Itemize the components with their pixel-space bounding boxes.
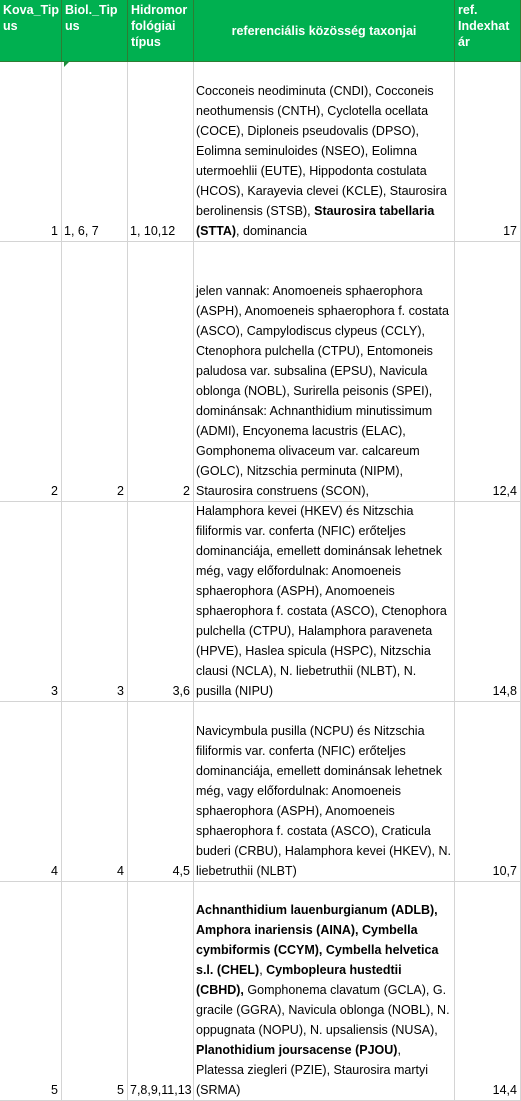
cell-hidro[interactable]: 7,8,9,11,13 [128,882,194,1101]
cell-biol[interactable]: 3 [62,502,128,702]
cell-hidro[interactable]: 3,6 [128,502,194,702]
cell-hidro[interactable]: 2 [128,242,194,502]
table-row [0,242,521,502]
cell-index[interactable]: 10,7 [455,702,521,882]
cell-biol[interactable]: 5 [62,882,128,1101]
taxa-segment: , dominancia [236,224,307,238]
cell-taxa[interactable] [194,242,455,502]
taxa-bold-segment: Staurosira tabellaria (STTA) [196,204,435,238]
taxa-text [194,721,454,881]
taxa-segment: Navicymbula pusilla (NCPU) és Nitzschia filiformis var. conferta (NFIC) erőteljes dominanciája, emellett dominánsak lehetnek még, vagy előfordulnak: Anomoeneis sphaerophora (ASPH), Anomoeneis sphaerophora f. costata (ASCO), Craticula buderi (CRBU), Halamphora kevei (HKEV), N. liebetruthii (NLBT) [196,724,451,878]
cell-biol[interactable]: 1, 6, 7 [62,62,128,242]
table-row [0,502,521,702]
taxa-text [194,281,454,501]
cell-taxa[interactable] [194,882,455,1101]
header-taxa[interactable]: referenciális közösség taxonjai [194,0,455,62]
taxa-bold-segment: Planothidium joursacense (PJOU) [196,1043,398,1057]
table-row [0,702,521,882]
taxa-segment: Gomphonema clavatum (GCLA), G. gracile (GGRA), Navicula oblonga (NOBL), N. oppugnata (NOPU), N. upsaliensis (NUSA), [196,983,450,1037]
cell-biol[interactable]: 2 [62,242,128,502]
cell-biol[interactable]: 4 [62,702,128,882]
cell-index[interactable]: 17 [455,62,521,242]
taxa-bold-segment: Cymbopleura hustedtii (CBHD), [196,963,402,997]
taxa-segment: jelen vannak: Anomoeneis sphaerophora (ASPH), Anomoeneis sphaerophora f. costata (ASCO), Campylodiscus clypeus (CCLY), Ctenophora pulchella (CTPU), Entomoneis paludosa var. subsalina (EPSU), Navicula oblonga (NOBL), Surirella peisonis (SPEI), dominánsak: Achnanthidium minutissimum (ADMI), Encyonema lacustris (ELAC), Gomphonema olivaceum var. calcareum (GOLC), Nitzschia perminuta (NIPM), Staurosira construens (SCON), [196,284,449,498]
cell-index[interactable]: 14,8 [455,502,521,702]
taxa-segment: Cocconeis neodiminuta (CNDI), Cocconeis neothumensis (CNTH), Cyclotella ocellata (COCE), Diploneis pseudovalis (DPSO), Eolimna seminuloides (NSEO), Eolimna utermoehlii (EUTE), Hippodonta costulata (HCOS), Karayevia clevei (KCLE), Staurosira berolinensis (STSB), [196,84,447,218]
cell-index[interactable]: 14,4 [455,882,521,1101]
header-biol-tipus[interactable]: Biol._Tip us [62,0,128,62]
taxa-text [194,81,454,241]
cell-kova[interactable]: 1 [0,62,62,242]
table-row [0,62,521,242]
header-hidromorfologiai-tipus[interactable]: Hidromor fológiai típus [128,0,194,62]
table-row [0,882,521,1101]
taxa-text [194,502,454,701]
header-kova-tipus[interactable]: Kova_Tip us [0,0,62,62]
cell-hidro[interactable]: 4,5 [128,702,194,882]
cell-kova[interactable]: 2 [0,242,62,502]
taxa-text [194,900,454,1100]
cell-taxa[interactable] [194,702,455,882]
taxa-bold-segment: Achnanthidium lauenburgianum (ADLB), Amphora inariensis (AINA), Cymbella cymbiformis (CCYM), Cymbella helvetica s.l. (CHEL) [196,903,439,977]
taxa-segment: , Platessa ziegleri (PZIE), Staurosira martyi (SRMA) [196,1043,429,1097]
cell-kova[interactable]: 5 [0,882,62,1101]
cell-taxa[interactable] [194,502,455,702]
header-ref-index[interactable]: ref. Indexhat ár [455,0,521,62]
taxa-segment: Halamphora kevei (HKEV) és Nitzschia filiformis var. conferta (NFIC) erőteljes dominanciája, emellett dominánsak lehetnek még, vagy előfordulnak: Anomoeneis sphaerophora (ASPH), Anomoeneis sphaerophora f. costata (ASCO), Ctenophora pulchella (CTPU), Halamphora paraveneta (HPVE), Haslea spicula (HSPC), Nitzschia clausi (NCLA), N. liebetruthii (NLBT), N. pusilla (NIPU) [196,504,447,698]
cell-hidro[interactable]: 1, 10,12 [128,62,194,242]
cell-kova[interactable]: 3 [0,502,62,702]
cell-index[interactable]: 12,4 [455,242,521,502]
header-row [0,0,521,62]
cell-taxa[interactable] [194,62,455,242]
taxa-segment: , [259,963,267,977]
cell-kova[interactable]: 4 [0,702,62,882]
